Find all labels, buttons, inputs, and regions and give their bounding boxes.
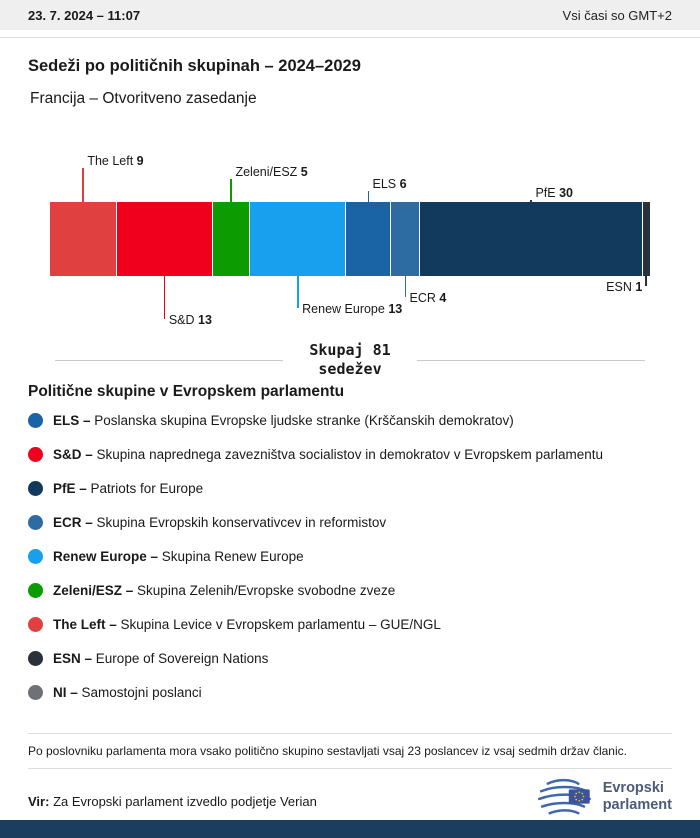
source-line [28, 794, 317, 817]
legend-group-desc: Europe of Sovereign Nations [95, 651, 269, 667]
legend-dot-ni [28, 685, 43, 700]
bar-segment-s-d[interactable] [117, 202, 213, 276]
legend-text [53, 447, 603, 462]
timezone-note: Vsi časi so GMT+2 [562, 7, 672, 23]
callout-label-s-d: S&D 13 [168, 313, 212, 327]
legend-dot-renew [28, 549, 43, 564]
total-seats-row [55, 341, 645, 379]
legend-group-desc: Skupina naprednega zavezništva socialistov in demokratov v Evropskem parlamentu [96, 447, 604, 463]
legend-text [53, 651, 268, 666]
bottom-bar [0, 820, 700, 838]
source-label: Vir: [28, 794, 50, 810]
callout-line-ecr [405, 276, 407, 297]
bar-segment-esn[interactable] [643, 202, 650, 276]
legend-list [28, 413, 672, 700]
callout-label-renew-europe: Renew Europe 13 [302, 302, 403, 316]
legend-group-name: S&D – [53, 447, 93, 463]
callout-line-esn [645, 276, 647, 286]
legend-item-renew [28, 549, 672, 564]
legend-group-desc: Skupina Renew Europe [161, 549, 304, 565]
bar-segment-els[interactable] [346, 202, 390, 276]
ep-logo-icon [533, 777, 595, 817]
legend-group-name: ECR – [53, 515, 93, 531]
legend-text [53, 481, 203, 496]
legend-text [53, 515, 386, 530]
source-text: Za Evropski parlament izvedlo podjetje Verian [53, 794, 317, 810]
legend-item-theleft [28, 617, 672, 632]
legend-group-name: Renew Europe – [53, 549, 159, 565]
legend-text [53, 583, 395, 598]
divider-line-left [55, 360, 283, 361]
legend-group-desc: Samostojni poslanci [81, 685, 202, 701]
datetime-label: 23. 7. 2024 – 11:07 [28, 7, 141, 23]
legend-group-desc: Patriots for Europe [90, 481, 204, 497]
header-divider [0, 37, 700, 38]
bar-segment-ecr[interactable] [391, 202, 421, 276]
legend-dot-esn [28, 651, 43, 666]
bar-segment-pfe[interactable] [420, 202, 642, 276]
bar-segment-zeleni-esz[interactable] [213, 202, 250, 276]
legend-dot-pfe [28, 481, 43, 496]
seat-bar [50, 202, 650, 276]
legend-group-name: Zeleni/ESZ – [53, 583, 134, 599]
legend-text [53, 549, 304, 564]
legend-dot-zeleni [28, 583, 43, 598]
callout-label-ecr: ECR 4 [409, 291, 447, 305]
legend-text [53, 413, 514, 428]
legend-title: Politične skupine v Evropskem parlamentu [28, 383, 345, 401]
legend-dot-els [28, 413, 43, 428]
ep-logo-text [603, 780, 672, 813]
legend-group-name: PfE – [53, 481, 87, 497]
callout-label-els: ELS 6 [372, 177, 407, 191]
legend-text [53, 617, 441, 632]
legend-item-esn [28, 651, 672, 666]
legend-dot-sd [28, 447, 43, 462]
top-bar [0, 0, 700, 30]
bar-segment-renew-europe[interactable] [250, 202, 346, 276]
footnote-divider-bottom [28, 768, 672, 769]
callout-label-the-left: The Left 9 [87, 154, 144, 168]
page-title: Sedeži po političnih skupinah – 2024–2029 [28, 57, 361, 75]
bar-segment-the-left[interactable] [50, 202, 117, 276]
legend-text [53, 685, 202, 700]
callout-line-els [368, 191, 370, 202]
callout-line-s-d [164, 276, 166, 319]
legend-item-els [28, 413, 672, 428]
legend-group-desc: Skupina Evropskih konservativcev in reformistov [96, 515, 387, 531]
callout-line-renew-europe [297, 276, 299, 308]
divider-line-right [417, 360, 645, 361]
legend-item-pfe [28, 481, 672, 496]
legend-group-name: ESN – [53, 651, 93, 667]
callout-line-zeleni-esz [230, 179, 232, 202]
ep-logo-line1: Evropski [602, 780, 664, 797]
seat-chart [50, 154, 650, 327]
legend-group-desc: Skupina Zelenih/Evropske svobodne zveze [137, 583, 396, 599]
ep-logo-line2: parlament [602, 797, 672, 814]
callout-line-the-left [82, 168, 84, 202]
legend-group-name: ELS – [53, 413, 91, 429]
callout-label-esn: ESN 1 [606, 280, 643, 294]
footnote-divider-top [28, 733, 672, 734]
footer [28, 777, 672, 817]
legend-group-name: The Left – [53, 617, 117, 633]
total-seats-line2: sedežev [318, 360, 382, 379]
legend-item-ecr [28, 515, 672, 530]
callout-label-pfe: PfE 30 [535, 186, 573, 200]
footnote-text: Po poslovniku parlamenta mora vsako politično skupino sestavljati vsaj 23 poslancev iz vsaj sedmih držav članic. [28, 744, 627, 759]
total-seats-line1: Skupaj 81 [309, 341, 391, 359]
legend-group-name: NI – [53, 685, 78, 701]
legend-group-desc: Skupina Levice v Evropskem parlamentu – GUE/NGL [120, 617, 441, 633]
legend-item-zeleni [28, 583, 672, 598]
callout-line-pfe [530, 200, 532, 202]
ep-logo[interactable] [533, 777, 672, 817]
legend-item-sd [28, 447, 672, 462]
legend-dot-theleft [28, 617, 43, 632]
total-seats-label [309, 341, 390, 379]
legend-group-desc: Poslanska skupina Evropske ljudske stranke (Krščanskih demokratov) [94, 413, 514, 429]
page-subtitle: Francija – Otvoritveno zasedanje [30, 90, 257, 107]
legend-item-ni [28, 685, 672, 700]
callout-label-zeleni-esz: Zeleni/ESZ 5 [235, 165, 308, 179]
legend-dot-ecr [28, 515, 43, 530]
